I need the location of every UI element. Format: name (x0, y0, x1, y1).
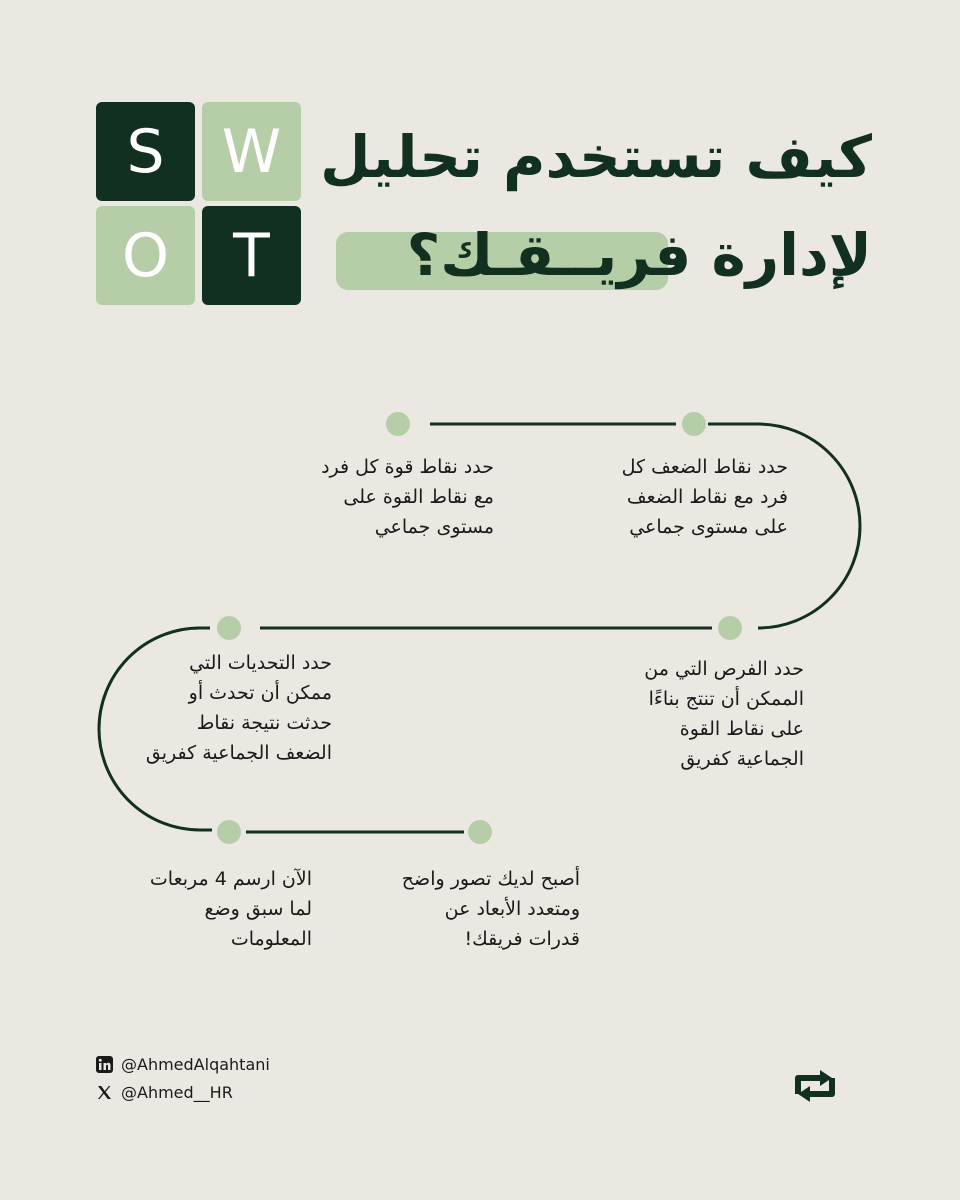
step-4-text: حدد التحديات التي ممكن أن تحدث أو حدثت نتيجة نقاط الضعف الجماعية كفريق (145, 652, 332, 764)
linkedin-icon (96, 1056, 113, 1073)
step-5-text: أصبح لديك تصور واضح ومتعدد الأبعاد عن قدرات فريقك! (401, 868, 580, 950)
title-line-1: كيف تستخدم تحليل (320, 123, 872, 191)
step-2-text: حدد نقاط الضعف كل فرد مع نقاط الضعف على مستوى جماعي (621, 456, 788, 538)
step-dot-3 (718, 616, 742, 640)
step-dot-1 (386, 412, 410, 436)
linkedin-handle-text: @AhmedAlqahtani (121, 1054, 270, 1074)
step-1-text: حدد نقاط قوة كل فرد مع نقاط القوة على مستوى جماعي (321, 456, 494, 538)
step-dot-5 (468, 820, 492, 844)
linkedin-handle[interactable] (96, 1052, 270, 1076)
swot-letter-t: T (233, 220, 270, 291)
step-dot-4 (217, 616, 241, 640)
repost-icon[interactable] (790, 1068, 840, 1104)
step-6-text: الآن ارسم 4 مربعات لما سبق وضع المعلومات (149, 868, 312, 950)
title-line-2: لإدارة فريــقـك؟ (406, 221, 872, 289)
swot-letter-s: S (126, 116, 165, 187)
x-handle-text: @Ahmed__HR (121, 1082, 233, 1102)
x-handle[interactable] (96, 1080, 233, 1104)
step-dot-6 (217, 820, 241, 844)
swot-letter-w: W (221, 116, 282, 187)
swot-letter-o: O (121, 220, 170, 291)
x-icon (96, 1084, 113, 1101)
step-3-text: حدد الفرص التي من الممكن أن تنتج بناءًا على نقاط القوة الجماعية كفريق (644, 658, 804, 770)
step-dot-2 (682, 412, 706, 436)
